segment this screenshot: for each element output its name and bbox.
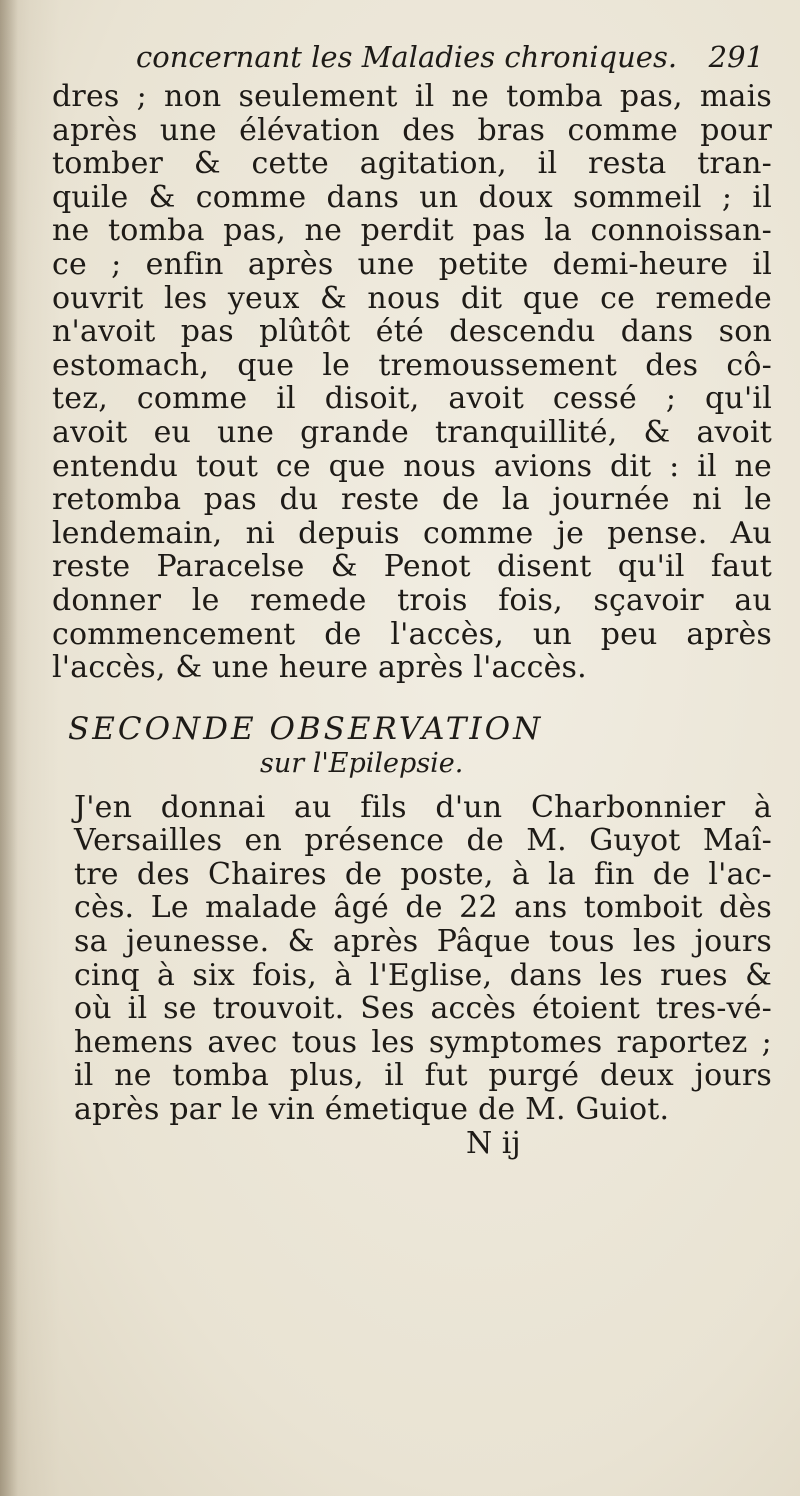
paragraph-1 — [52, 80, 772, 685]
text-line: ouvrit les yeux & nous dit que ce remede — [52, 280, 772, 316]
text-block — [52, 38, 772, 1161]
text-line: ce ; enfin après une petite demi-heure il — [52, 246, 772, 282]
text-line: tre des Chaires de poste, à la fin de l'ac- — [74, 856, 772, 892]
text-line: tez, comme il disoit, avoit cessé ; qu'il — [52, 381, 772, 417]
text-line: donner le remede trois fois, sçavoir au — [52, 582, 772, 618]
binding-shadow — [0, 0, 18, 1496]
text-line: quile & comme dans un doux sommeil ; il — [52, 179, 772, 215]
text-line: tomber & cette agitation, il resta tran- — [52, 146, 772, 182]
text-line: entendu tout ce que nous avions dit : il ne — [52, 448, 772, 484]
text-line: estomach, que le tremoussement des cô- — [52, 347, 772, 383]
running-head — [52, 38, 772, 76]
text-line: J'en donnai au fils d'un Charbonnier à — [74, 789, 772, 825]
text-line: cinq à six fois, à l'Eglise, dans les rues & — [74, 957, 772, 993]
page-number: 291 — [708, 40, 764, 74]
signature-mark: N ij — [466, 1125, 521, 1161]
text-line: retomba pas du reste de la journée ni le — [52, 482, 772, 518]
text-line: hemens avec tous les symptomes raportez ; — [74, 1024, 772, 1060]
text-line: où il se trouvoit. Ses accès étoient tres-vé- — [74, 991, 772, 1027]
text-line: n'avoit pas plûtôt été descendu dans son — [52, 314, 772, 350]
section-heading: SECONDE OBSERVATION — [68, 710, 544, 747]
section-subheading: sur l'Epilepsie. — [260, 747, 464, 779]
text-line: dres ; non seulement il ne tomba pas, mais — [52, 79, 772, 114]
text-line: après une élévation des bras comme pour — [52, 112, 772, 148]
text-line: lendemain, ni depuis comme je pense. Au — [52, 515, 772, 551]
text-line: avoit eu une grande tranquillité, & avoit — [52, 414, 772, 450]
text-line: il ne tomba plus, il fut purgé deux jours — [74, 1058, 772, 1094]
text-line: commencement de l'accès, un peu après — [52, 616, 772, 652]
text-line: l'accès, & une heure après l'accès. — [52, 650, 587, 686]
text-line: Versailles en présence de M. Guyot Maî- — [74, 823, 772, 859]
text-line: après par le vin émetique de M. Guiot. — [74, 1092, 670, 1128]
text-line: reste Paracelse & Penot disent qu'il faut — [52, 549, 772, 585]
text-line: sa jeunesse. & après Pâque tous les jours — [74, 924, 772, 960]
paragraph-2 — [52, 791, 772, 1127]
text-line: cès. Le malade âgé de 22 ans tomboit dès — [74, 890, 772, 926]
text-line: ne tomba pas, ne perdit pas la connoissan- — [52, 213, 772, 249]
running-head-title: concernant les Maladies chroniques. — [136, 40, 678, 74]
